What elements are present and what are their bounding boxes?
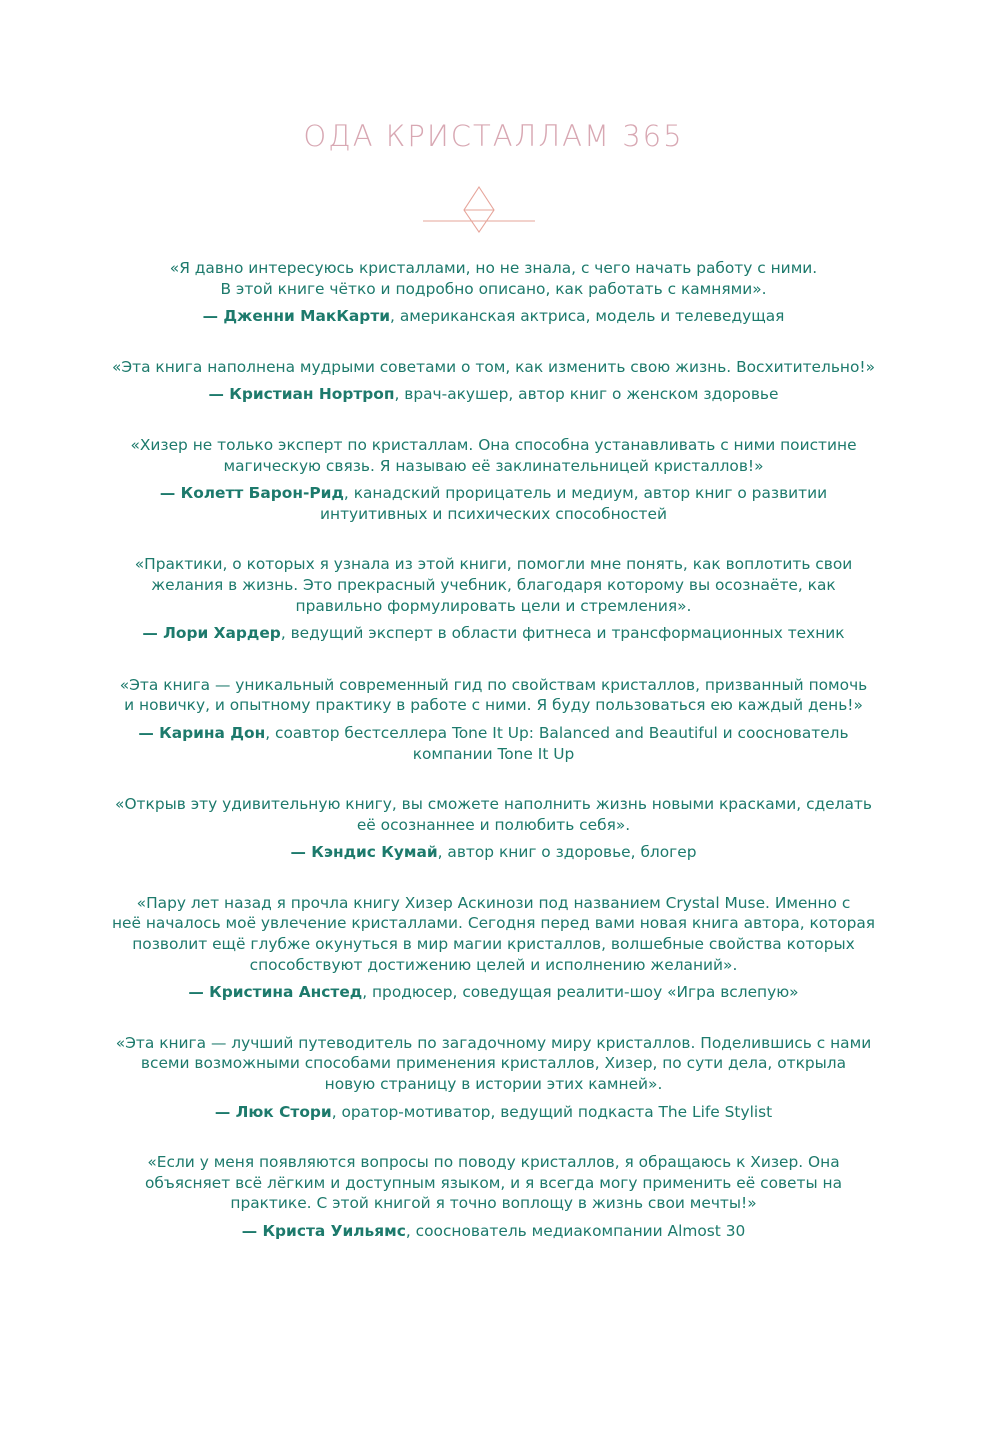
attribution-dash: — <box>241 1222 263 1240</box>
author-name: Дженни МакКарти <box>223 307 391 326</box>
attribution <box>134 306 854 327</box>
attribution-dash: — <box>290 843 312 862</box>
quote-text: «Хизер не только эксперт по кристаллам. Она способна устанавливать с ними поистине магическую связь. Я называю её заклинательницей кристаллов!» <box>130 435 857 475</box>
attribution <box>134 623 854 644</box>
author-role: , оратор-мотиватор, ведущий подкаста The Life Stylist <box>331 1102 773 1121</box>
attribution <box>134 982 854 1003</box>
attribution-dash: — <box>159 484 181 503</box>
attribution <box>134 1221 854 1242</box>
author-role: , канадский прорицатель и медиум, автор книг о развитии интуитивных и психических способностей <box>320 484 828 523</box>
attribution <box>134 384 854 405</box>
author-name: Криста Уильямс <box>262 1222 406 1240</box>
quote-text: «Эта книга — уникальный современный гид по свойствам кристаллов, призванный помочь и новичку, и опытному практику в работе с ними. Я буду пользоваться ею каждый день!» <box>119 675 868 715</box>
attribution-dash: — <box>142 624 164 643</box>
testimonial <box>0 794 987 863</box>
attribution-dash: — <box>208 385 230 404</box>
quote-text: «Пару лет назад я прочла книгу Хизер Аскинози под названием Crystal Muse. Именно с неё началось моё увлечение кристаллами. Сегодня перед вами новая книга автора, которая позволит ещё глубже окунуться в мир магии кристаллов, волшебные свойства которых способствуют достижению целей и исполнению желаний». <box>111 893 876 974</box>
testimonial <box>0 1152 987 1241</box>
quote-text: «Открыв эту удивительную книгу, вы сможете наполнить жизнь новыми красками, сделать её осознаннее и полюбить себя». <box>115 795 872 834</box>
testimonials-list <box>0 258 987 1272</box>
attribution <box>134 1102 854 1123</box>
testimonial <box>0 357 987 405</box>
quote-text: «Эта книга — лучший путеводитель по загадочному миру кристаллов. Поделившись с нами всеми возможными способами применения кристаллов, Хизер, по сути дела, открыла новую страницу в истории этих камней». <box>115 1033 872 1094</box>
testimonial <box>0 554 987 643</box>
author-role: , ведущий эксперт в области фитнеса и трансформационных техник <box>280 624 845 643</box>
attribution <box>134 483 854 524</box>
crystal-diamond-icon <box>423 185 535 233</box>
attribution-dash: — <box>214 1102 236 1121</box>
author-role: , автор книг о здоровье, блогер <box>437 843 697 862</box>
author-role: , сооснователь медиакомпании Almost 30 <box>405 1222 746 1240</box>
author-name: Кристиан Нортроп <box>229 385 395 404</box>
testimonial <box>0 435 987 524</box>
attribution <box>134 842 854 863</box>
author-name: Люк Стори <box>235 1102 332 1121</box>
author-role: , американская актриса, модель и телеведущая <box>390 307 785 326</box>
page-title: ОДА КРИСТАЛЛАМ 365 <box>303 119 684 153</box>
quote-text: «Если у меня появляются вопросы по поводу кристаллов, я обращаюсь к Хизер. Она объясняет всё лёгким и доступным языком, и я всегда могу применить её советы на практике. С этой книгой я точно воплощу в жизнь свои мечты!» <box>144 1153 843 1213</box>
author-name: Колетт Барон-Рид <box>180 484 344 503</box>
author-role: , соавтор бестселлера Tone It Up: Balanced and Beautiful и сооснователь компании Tone It Up <box>265 723 849 763</box>
author-role: , врач-акушер, автор книг о женском здоровье <box>394 385 779 404</box>
testimonial <box>0 675 987 764</box>
quote-text: «Эта книга наполнена мудрыми советами о том, как изменить свою жизнь. Восхитительно!» <box>111 357 875 376</box>
author-name: Карина Дон <box>159 723 266 742</box>
attribution-dash: — <box>202 307 224 326</box>
quote-text: «Я давно интересуюсь кристаллами, но не знала, с чего начать работу с ними. В этой книге чётко и подробно описано, как работать с камнями». <box>169 259 818 298</box>
author-role: , продюсер, соведущая реалити-шоу «Игра вслепую» <box>362 983 799 1002</box>
attribution-dash: — <box>188 983 210 1002</box>
author-name: Кристина Анстед <box>209 983 363 1002</box>
testimonial <box>0 258 987 327</box>
testimonial <box>0 1033 987 1122</box>
quote-text: «Практики, о которых я узнала из этой книги, помогли мне понять, как воплотить свои желания в жизнь. Это прекрасный учебник, благодаря которому вы осознаёте, как правильно формулировать цели и стремления». <box>134 555 853 615</box>
attribution <box>134 723 854 764</box>
author-name: Лори Хардер <box>163 624 281 643</box>
author-name: Кэндис Кумай <box>311 843 438 862</box>
testimonial <box>0 893 987 1003</box>
attribution-dash: — <box>138 723 160 742</box>
